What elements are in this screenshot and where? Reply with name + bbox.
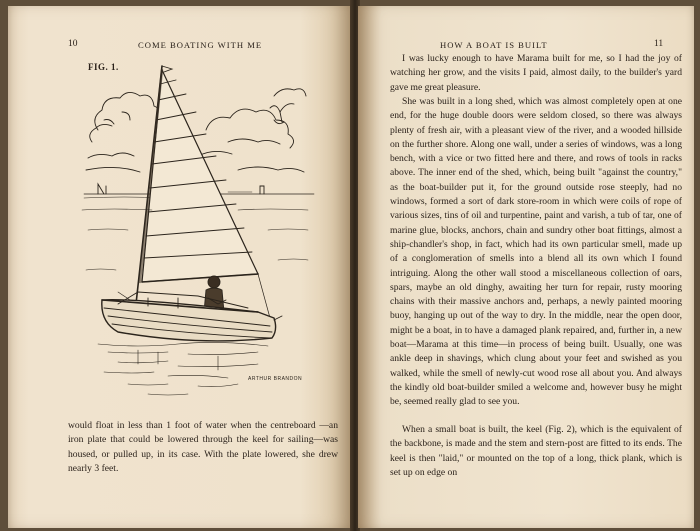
paragraph-1: I was lucky enough to have Marama built for me, so I had the joy of watching her grow, and the visits I paid, almost daily, to the builder's yard gave me great pleasure. [390,53,682,93]
seagull-icon [270,104,294,124]
running-head: HOW A BOAT IS BUILT [440,40,548,50]
clouds-left [86,92,160,172]
paragraph-2: She was built in a long shed, which was almost completely open at one end, for the huge double doors were seldom closed, so there was always plenty of fresh air, with a pleasant view of the river, and a wooded hillside on the further shore. Along one wall, under a series of windows, was a long bench, with a vice or two fitted here and there, and rows of tools in racks above. The inner end of the shed, which, being built "against the country," as the boat-builder put it, for the ground outside rose steeply, had no windows, formed a sort of dark store-room in which were coils of rope of various sizes, tins of oil and turpentine, paint and varish, a tub of tar, one of marine glue, blocks, anchors, chain and sundry other boat fittings, almost a ship-chandler's shop, in fact, which had its own particular smell, made up of a conglomeration of smells into a blend all its own which I found intriguing. Along the other wall stood a miscellaneous collection of oars, spars, maybe an old dinghy, awaiting her turn for repair, rusty mooring chains with their massive anchors and, perhaps, a newly painted mooring buoy, hanging up out of the way to dry. In the middle, near the open door, might be a boat, in to have a damaged plank repaired, and, further in, a new boat—Marama at this time—in process of being built. Usually, one was ankle deep in shavings, which clung about your feet and swished as you walked, while the smell of newly-cut wood rose all about you. And always the kindly old boat-builder smiled a welcome and, however busy he might be, seemed really glad to see you. [390,96,682,408]
page-number: 11 [654,39,664,49]
running-head: COME BOATING WITH ME [138,40,263,50]
left-page [8,6,352,528]
right-page [358,6,694,528]
left-paragraph: would float in less than 1 foot of water when the centreboard —an iron plate that could be lowered through the keel for sailing—was housed, or pulled up, in its case. With the plate lowered, she drew nearly 3 feet. [68,420,338,474]
pennant-flag [162,66,172,72]
sail [140,70,258,282]
paragraph-3: When a small boat is built, the keel (Fig. 2), which is the equivalent of the backbone, is made and the stem and stern-post are fitted to its ends. The keel is then "laid," or mounted on the top of a long, thick plank, which is set up on edge on [390,424,682,478]
sailboat-illustration [78,60,328,410]
figure-label: FIG. 1. [88,62,119,72]
artist-signature: ARTHUR BRANDON [248,376,303,382]
page-number: 10 [68,39,78,49]
clouds-right [198,89,306,172]
